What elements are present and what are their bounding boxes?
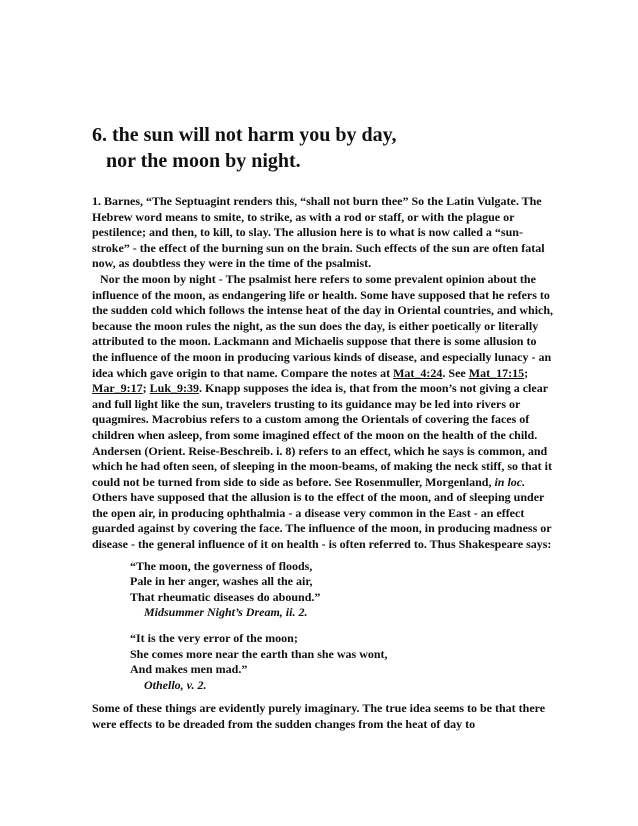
quote-line: “The moon, the governess of floods, <box>130 558 313 573</box>
ref-separator: ; <box>524 365 529 380</box>
scripture-link-mat-17-15[interactable]: Mat_17:15 <box>468 365 525 380</box>
scripture-link-luk-9-39[interactable]: Luk_9:39 <box>149 381 200 396</box>
quote-line: “It is the very error of the moon; <box>130 631 298 646</box>
paragraph-moon-text-a: Nor the moon by night - The psalmist here refers to some prevalent opinion about the influence of the moon, as endangering life or health. Some have supposed that he refers to the sudden cold which follows the intense heat of the day in Oriental countries, and which, because the moon rules the night, as the sun does the day, is either poetically or literally attributed to the moon. Lackmann and Michaelis suppose that there is some allusion to the influence of the moon in producing various kinds of disease, and especially lunacy - an idea which gave origin to that name. Compare the notes at <box>92 271 554 380</box>
quote-line: Pale in her anger, washes all the air, <box>130 574 313 589</box>
quote-line: And makes men mad.” <box>130 662 248 677</box>
quote-attribution: Othello, v. 2. <box>144 677 207 692</box>
quote-line: That rheumatic diseases do abound.” <box>130 589 321 604</box>
ref-separator: . See <box>442 365 469 380</box>
paragraph-moon-text-c: Others have supposed that the allusion is to the effect of the moon, and of sleeping under the open air, in producing ophthalmia - a disease very common in the East - an effect guarded against by covering the face. The influence of the moon, in producing madness or disease - the general influence of it on health - is often referred to. Thus Shakespeare says: <box>92 490 552 552</box>
ref-separator: ; <box>142 381 150 396</box>
page-title <box>92 122 592 174</box>
scripture-link-mar-9-17[interactable]: Mar_9:17 <box>92 381 143 396</box>
commentary-body <box>92 194 554 733</box>
paragraph-conclusion: Some of these things are evidently purely imaginary. The true idea seems to be that there were effects to be dreaded from the sudden changes from the heat of day to <box>92 701 546 731</box>
shakespeare-quote-1 <box>130 559 554 621</box>
quote-line: She comes more near the earth than she was wont, <box>130 646 388 661</box>
paragraph-barnes: 1. Barnes, “The Septuagint renders this, “shall not burn thee” So the Latin Vulgate. The Hebrew word means to smite, to strike, as with a rod or staff, or with the plague or pestilence; and then, to kill, to slay. The allusion here is to what is now called a “sun-stroke” - the effect of the burning sun on the brain. Such effects of the sun are often fatal now, as doubtless they were in the time of the psalmist. <box>92 194 545 271</box>
scripture-link-mat-4-24[interactable]: Mat_4:24 <box>393 365 443 380</box>
shakespeare-quote-2 <box>130 631 554 693</box>
paragraph-moon <box>92 272 554 553</box>
in-loc-italic: in loc. <box>494 474 526 489</box>
title-line-1: 6. the sun will not harm you by day, <box>92 124 397 146</box>
quote-attribution: Midsummer Night’s Dream, ii. 2. <box>144 605 308 620</box>
paragraph-moon-text-b: . Knapp supposes the idea is, that from the moon’s not giving a clear and full light like the sun, travelers trusting to its guidance may be led into rivers or quagmires. Macrobius refers to a custom among the Orientals of covering the faces of children when asleep, from some imagined effect of the moon on the health of the child. Andersen (Orient. Reise-Beschreib. i. 8) refers to an effect, which he says is common, and which he had often seen, of sleeping in the moon-beams, of making the neck stiff, so that it could not be turned from side to side as before. See Rosenmuller, Morgenland, <box>92 381 553 489</box>
title-line-2: nor the moon by night. <box>106 150 301 172</box>
